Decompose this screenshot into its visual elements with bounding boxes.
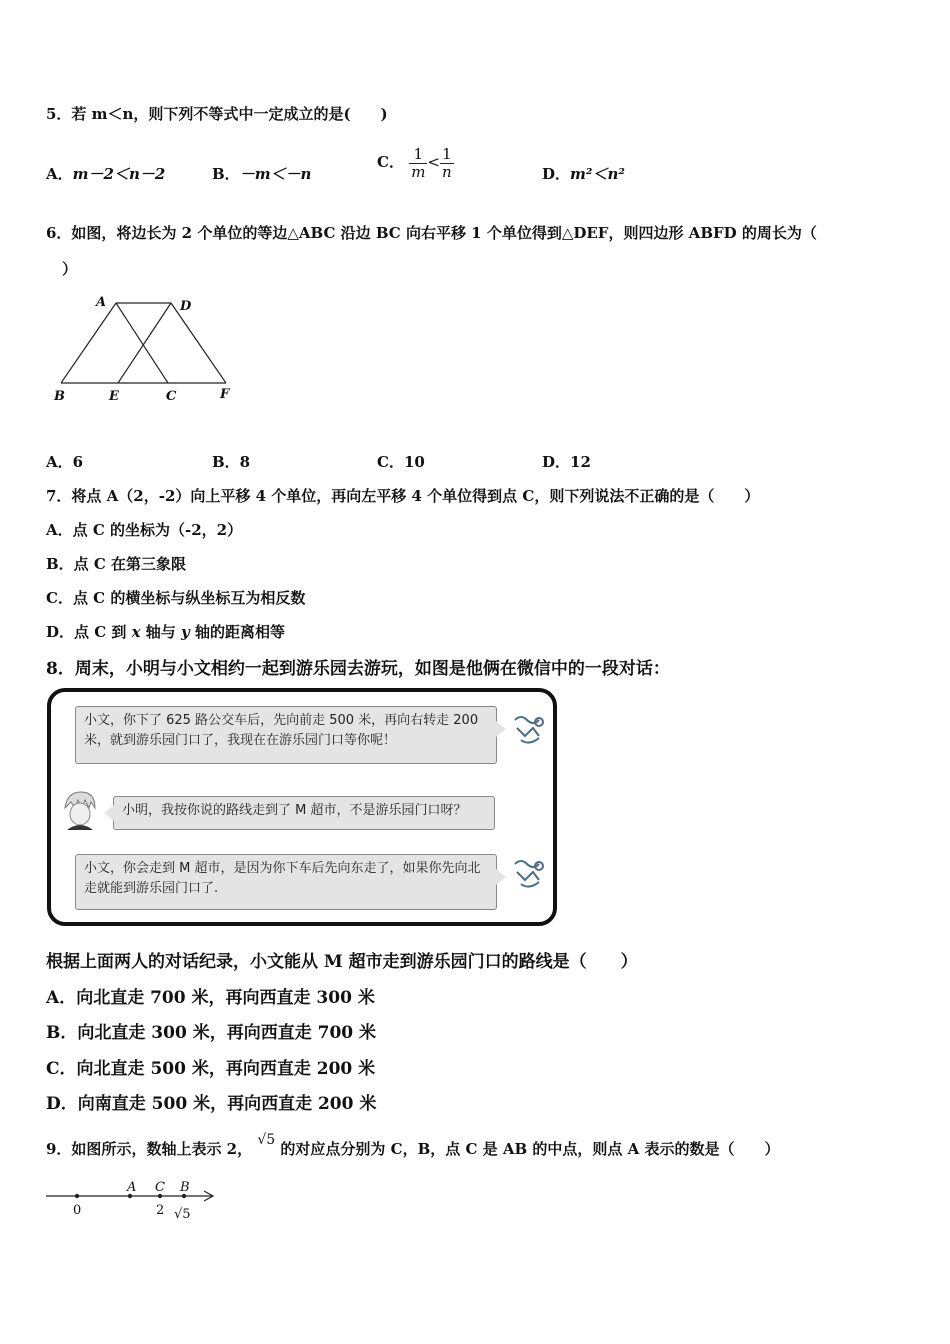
q6-edge-ac (116, 303, 168, 383)
q5-d-label: D． (542, 165, 571, 183)
q9-stem-b: 的对应点分别为 C，B，点 C 是 AB 的中点，则点 A 表示的数是（ ） (280, 1140, 780, 1158)
q6-label-f: F (220, 387, 230, 402)
q5-c-fraction-2 (440, 146, 454, 181)
q6-option-b: B．8 (212, 453, 251, 471)
q9-stem (46, 1132, 780, 1159)
q7-d-mid: 轴与 (140, 623, 182, 641)
q6-option-a: A．6 (46, 453, 84, 471)
q9-label-two: 2 (156, 1203, 165, 1218)
q7-d-prefix: D．点 C 到 (46, 623, 132, 641)
q7-option-c: C．点 C 的横坐标与纵坐标互为相反数 (46, 589, 306, 607)
xiaowen-avatar-icon-2 (509, 854, 549, 894)
wechat-dialog-frame (47, 688, 557, 926)
q5-c-lt: < (427, 153, 440, 171)
q5-c-label: C． (377, 153, 404, 171)
q9-label-sqrt5: √5 (174, 1207, 191, 1222)
q9-label-b: B (180, 1180, 190, 1195)
chat-message-2: 小明，我按你说的路线走到了 M 超市，不是游乐园门口呀？ (113, 796, 495, 830)
q6-stem-line2: ） (62, 260, 78, 278)
q6-stem-line1: 6．如图，将边长为 2 个单位的等边△ABC 沿边 BC 向右平移 1 个单位得到△DEF，则四边形 ABFD 的周长为（ (46, 224, 817, 242)
q9-number-line (44, 1178, 220, 1226)
q7-d-x: x (131, 623, 141, 641)
q6-edge-de (118, 303, 171, 383)
q6-parallelogram-figure (46, 290, 246, 410)
q5-option-d (542, 163, 625, 184)
q5-option-c (377, 140, 454, 184)
xiaoming-avatar-icon (61, 790, 97, 830)
q8-question: 根据上面两人的对话纪录，小文能从 M 超市走到游乐园门口的路线是（ ） (46, 952, 638, 972)
q6-label-a: A (96, 295, 107, 310)
q5-b-label: B． (212, 165, 240, 183)
q7-d-suffix: 轴的距离相等 (189, 623, 285, 641)
q6-label-d: D (180, 299, 192, 314)
q7-d-y: y (181, 623, 190, 641)
q6-label-c: C (166, 389, 177, 404)
q9-stem-sqrt5: √5 (257, 1132, 276, 1148)
q5-a-text: m－2＜n－2 (72, 165, 166, 183)
q5-option-b (212, 163, 311, 184)
q9-point-zero (75, 1194, 79, 1198)
q6-edge-ba (61, 303, 116, 383)
q8-option-d: D．向南直走 500 米，再向西直走 200 米 (46, 1094, 377, 1114)
q5-option-a (46, 163, 165, 184)
q6-option-d: D．12 (542, 453, 591, 471)
q6-option-c: C．10 (377, 453, 425, 471)
q6-label-b: B (54, 389, 65, 404)
q5-c-den1: m (411, 162, 426, 181)
chat-message-1: 小文，你下了 625 路公交车后，先向前走 500 米，再向右转走 200 米，就到游乐园门口了，我现在在游乐园门口等你呢！ (75, 706, 497, 764)
q5-b-text: －m＜－n (239, 165, 312, 183)
q9-label-zero: 0 (73, 1203, 82, 1218)
chat-message-3: 小文，你会走到 M 超市，是因为你下车后先向东走了，如果你先向北走就能到游乐园门口了. (75, 854, 497, 910)
q6-label-e: E (109, 389, 119, 404)
q5-c-num2: 1 (440, 146, 454, 164)
q8-option-c: C．向北直走 500 米，再向西直走 200 米 (46, 1059, 376, 1079)
q8-stem: 8．周末，小明与小文相约一起到游乐园去游玩，如图是他俩在微信中的一段对话： (46, 659, 670, 679)
q9-label-c: C (155, 1180, 165, 1195)
q5-c-den2: n (442, 162, 452, 181)
q5-c-num1: 1 (409, 146, 427, 164)
q5-c-fraction-1 (409, 146, 427, 181)
q6-edge-df (171, 303, 226, 383)
q7-option-a: A．点 C 的坐标为（-2，2） (46, 521, 243, 539)
q5-stem: 5．若 m＜n，则下列不等式中一定成立的是( ) (46, 105, 388, 123)
q9-stem-a: 9．如图所示，数轴上表示 2， (46, 1140, 253, 1158)
q5-d-text: m²＜n² (570, 165, 625, 183)
q7-stem: 7．将点 A（2，-2）向上平移 4 个单位，再向左平移 4 个单位得到点 C，则下列说法不正确的是（ ） (46, 487, 760, 505)
q7-option-b: B．点 C 在第三象限 (46, 555, 187, 573)
q8-option-b: B．向北直走 300 米，再向西直走 700 米 (46, 1023, 377, 1043)
q9-label-a: A (127, 1180, 137, 1195)
q5-a-label: A． (46, 165, 73, 183)
q8-option-a: A．向北直走 700 米，再向西直走 300 米 (46, 988, 375, 1008)
xiaowen-avatar-icon (509, 710, 549, 750)
q7-option-d (46, 621, 285, 642)
